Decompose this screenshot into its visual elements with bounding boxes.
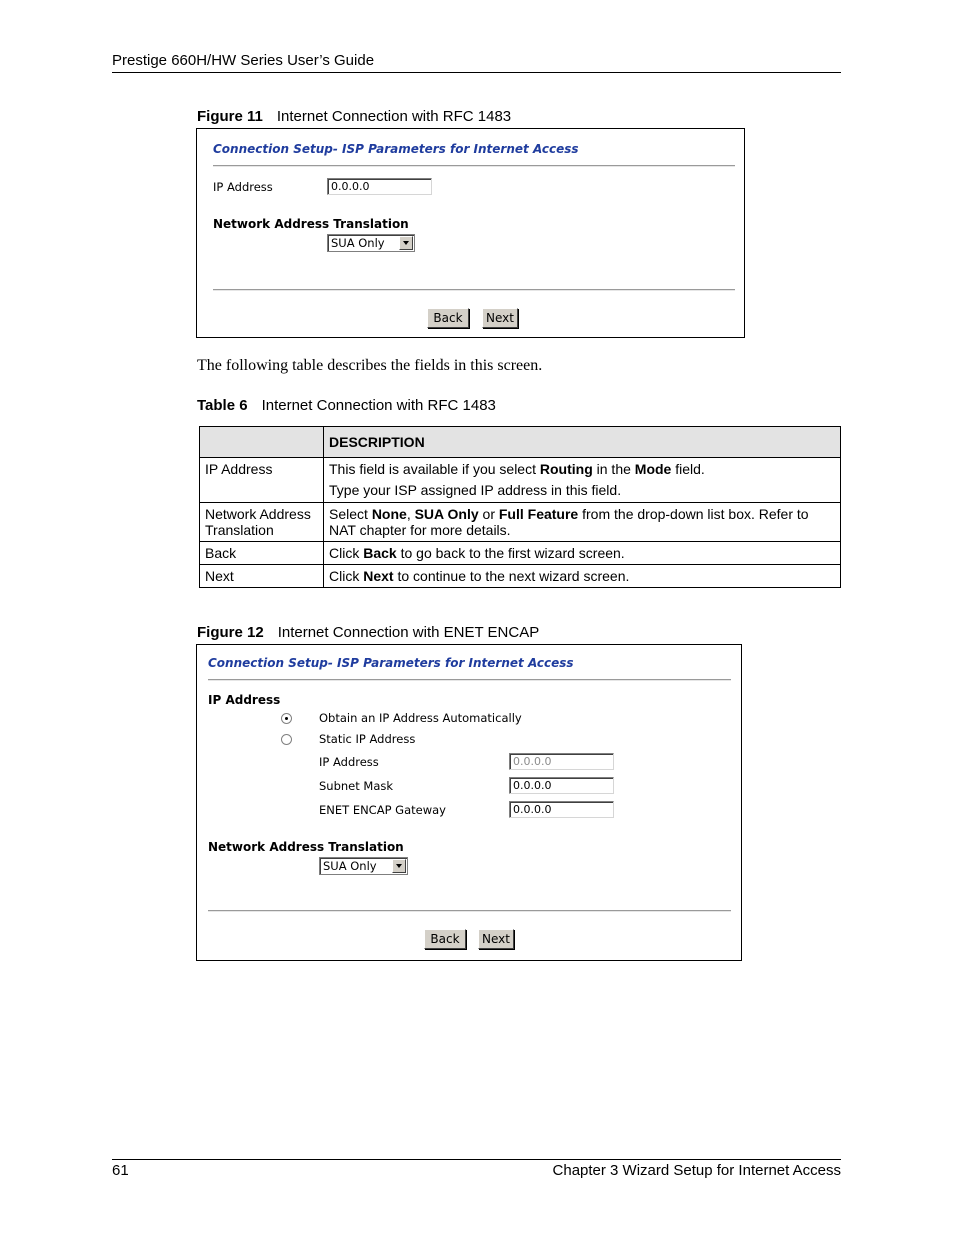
table-header-description: DESCRIPTION — [324, 427, 841, 458]
figure-12-caption — [197, 624, 539, 641]
divider — [213, 165, 735, 167]
back-button[interactable]: Back — [427, 308, 469, 328]
ip-address-label: IP Address — [213, 180, 273, 194]
gateway-label: ENET ENCAP Gateway — [319, 803, 446, 817]
divider — [208, 910, 731, 912]
ip-address-label: IP Address — [319, 755, 379, 769]
back-button[interactable]: Back — [424, 929, 466, 949]
header-rule — [112, 72, 841, 73]
table-row — [200, 542, 841, 565]
description-table — [199, 426, 841, 588]
nat-select[interactable] — [319, 857, 408, 875]
next-button[interactable]: Next — [482, 308, 518, 328]
table-6-title: Internet Connection with RFC 1483 — [261, 397, 496, 414]
table-cell-field: IP Address — [200, 458, 324, 503]
connection-setup-title: Connection Setup- ISP Parameters for Internet Access — [208, 656, 574, 670]
figure-11-label: Figure 11 — [197, 108, 263, 125]
figure-11-caption — [197, 108, 511, 125]
table-row — [200, 565, 841, 588]
chevron-down-icon[interactable] — [399, 236, 413, 250]
nat-select-value: SUA Only — [323, 859, 377, 873]
radio-static-ip-label: Static IP Address — [319, 732, 416, 746]
nat-select-value: SUA Only — [331, 236, 385, 250]
chevron-down-icon[interactable] — [392, 859, 406, 873]
nat-select[interactable] — [327, 234, 415, 252]
table-cell-description: Select None, SUA Only or Full Feature from the drop-down list box. Refer to NAT chapter for more details. — [324, 503, 841, 542]
ip-address-input[interactable]: 0.0.0.0 — [327, 178, 432, 195]
table-row — [200, 503, 841, 542]
connection-setup-title: Connection Setup- ISP Parameters for Internet Access — [213, 142, 579, 156]
figure-11-title: Internet Connection with RFC 1483 — [276, 108, 512, 125]
subnet-mask-input[interactable]: 0.0.0.0 — [509, 777, 614, 794]
table-cell-description: Click Back to go back to the first wizard screen. — [324, 542, 841, 565]
chapter-title: Chapter 3 Wizard Setup for Internet Access — [552, 1162, 841, 1179]
figure-12-screenshot — [196, 644, 742, 961]
table-header-row — [200, 427, 841, 458]
table-6-label: Table 6 — [197, 397, 248, 414]
radio-obtain-automatically[interactable] — [281, 713, 292, 724]
table-row — [200, 458, 841, 503]
table-header-field — [200, 427, 324, 458]
intro-text: The following table describes the fields in this screen. — [197, 357, 543, 374]
next-button[interactable]: Next — [478, 929, 514, 949]
table-cell-description: This field is available if you select Routing in the Mode field. Type your ISP assigned IP address in this field. — [324, 458, 841, 503]
footer-rule — [112, 1159, 841, 1160]
ip-address-section-label: IP Address — [208, 693, 281, 707]
table-cell-description: Click Next to continue to the next wizard screen. — [324, 565, 841, 588]
table-cell-field: Network Address Translation — [200, 503, 324, 542]
page-number: 61 — [112, 1162, 129, 1179]
radio-static-ip[interactable] — [281, 734, 292, 745]
figure-12-title: Internet Connection with ENET ENCAP — [277, 624, 540, 641]
divider — [213, 289, 735, 291]
figure-12-label: Figure 12 — [197, 624, 264, 641]
nat-label: Network Address Translation — [208, 840, 404, 854]
divider — [208, 679, 731, 681]
table-cell-field: Next — [200, 565, 324, 588]
table-cell-field: Back — [200, 542, 324, 565]
subnet-mask-label: Subnet Mask — [319, 779, 394, 793]
page-header: Prestige 660H/HW Series User’s Guide — [112, 52, 375, 69]
gateway-input[interactable]: 0.0.0.0 — [509, 801, 614, 818]
table-6-caption — [197, 397, 496, 414]
radio-obtain-automatically-label: Obtain an IP Address Automatically — [319, 711, 522, 725]
figure-11-screenshot — [196, 128, 745, 338]
ip-address-input[interactable]: 0.0.0.0 — [509, 753, 614, 770]
nat-label: Network Address Translation — [213, 217, 409, 231]
